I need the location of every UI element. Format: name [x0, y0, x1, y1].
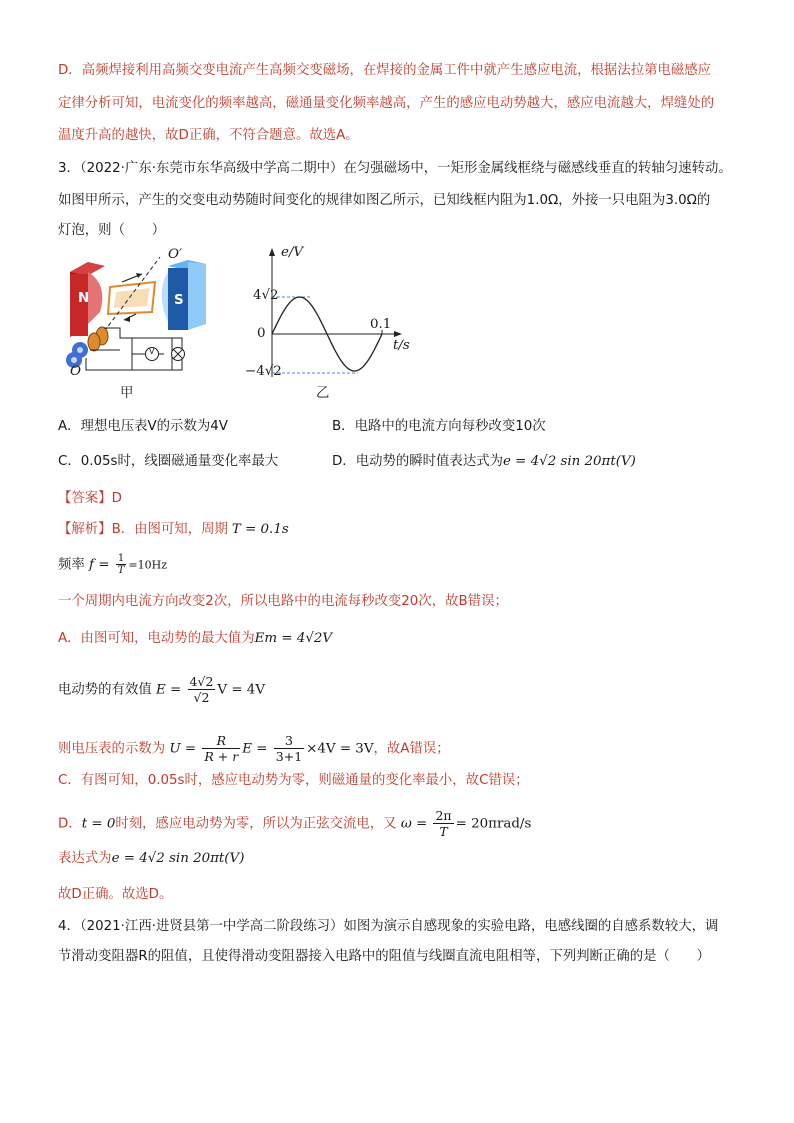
voltmeter-mid: E = [242, 741, 268, 757]
frac-den: 3+1 [275, 749, 303, 764]
question4-line2: 节滑动变阻器R的阻值，且使得滑动变阻器接入电路中的阻值与线圈直流电阻相等，下列判断正确的是（ ） [58, 949, 711, 964]
analysis-a-line1 [58, 630, 332, 648]
voltmeter-tail: ，故A错误； [373, 741, 450, 757]
question3-line3: 灯泡，则（ ） [58, 223, 166, 238]
analysis-d-line2 [58, 850, 244, 868]
analysis-a-text: A．由图可知，电动势的最大值为 [58, 631, 255, 646]
question3-line1: 3．（2022·广东·东莞市东华高级中学高二期中）在匀强磁场中，一矩形金属线框绕与磁感线垂直的转轴匀速转动。 [58, 161, 732, 176]
frac-den: R + r [204, 749, 239, 764]
analysis-b-line1 [58, 521, 289, 539]
frequency-fraction [116, 553, 127, 576]
frac-den: √2 [193, 690, 210, 705]
effective-emf-text: 电动势的有效值 [58, 682, 152, 698]
graph-xlabel: t/s [393, 338, 410, 353]
answer [58, 490, 122, 508]
analysis-b-line2 [58, 553, 167, 576]
analysis-d-line1 [58, 808, 531, 839]
graph-origin: 0 [257, 326, 266, 341]
analysis-c-line: C．有图可知，0.05s时，感应电动势为零，则磁通量的变化率最小，故C错误； [58, 773, 529, 788]
option-a: A．理想电压表V的示数为4V [58, 419, 228, 434]
graph-ylabel: e/V [281, 245, 304, 260]
omega-fraction [433, 808, 453, 839]
t-zero: t = 0 [81, 816, 116, 832]
analysis-d-text: 时刻，感应电动势为零，所以为正弦交流电，又 [115, 816, 397, 832]
option-c: C．0.05s时，线圈磁通量变化率最大 [58, 454, 279, 469]
prev-option-d-line3: 温度升高的越快，故D正确，不符合题意。故选A。 [58, 128, 359, 143]
frac-num: 1 [116, 553, 127, 565]
analysis-b-text: B．由图可知，周期 [111, 522, 228, 537]
prev-option-d-line1: D．高频焊接利用高频交变电流产生高频交变磁场，在焊接的金属工件中就产生感应电流，根据法拉第电磁感应 [58, 63, 712, 78]
answer-value: D [111, 491, 122, 506]
frac-num: R [202, 733, 240, 749]
analysis-a-line3 [58, 733, 450, 764]
expression-text: 表达式为 [58, 851, 112, 866]
caption-yi: 乙 [316, 386, 330, 401]
option-b: B．电路中的电流方向每秒改变10次 [332, 419, 546, 434]
label-n: N [78, 291, 90, 306]
option-d-formula: e = 4√2 sin 20πt(V) [503, 454, 636, 469]
label-o: O [70, 364, 81, 379]
generator-diagram [60, 242, 220, 382]
graph-tick-bottom: −4√2 [245, 364, 282, 379]
effective-emf-fraction [188, 674, 216, 705]
figures [60, 242, 420, 402]
frequency-lhs: f = [89, 557, 110, 573]
graph-tick-x: 0.1 [370, 317, 392, 332]
analysis-label: 【解析】 [58, 522, 112, 537]
question3-line2: 如图甲所示，产生的交变电动势随时间变化的规律如图乙所示，已知线框内阻为1.0Ω，外接一只电阻为3.0Ω的 [58, 193, 711, 208]
frequency-text: 频率 [58, 557, 85, 573]
frac-num: 3 [274, 733, 304, 749]
analysis-d-pre: D． [58, 816, 82, 832]
prev-option-d-line2: 定律分析可知，电流变化的频率越高，磁通量变化频率越高，产生的感应电动势越大，感应电流越大，焊缝处的 [58, 96, 715, 111]
answer-label: 【答案】 [58, 491, 112, 506]
label-voltmeter: V [149, 347, 155, 356]
voltmeter-rhs: ×4V = 3V [306, 741, 374, 757]
omega-lhs: ω = [400, 816, 428, 832]
period-formula: T = 0.1s [231, 522, 289, 537]
expression-formula: e = 4√2 sin 20πt(V) [111, 851, 245, 866]
analysis-a-line2 [58, 674, 265, 705]
emf-max-formula: Em = 4√2V [254, 631, 333, 646]
frequency-rhs: =10Hz [128, 558, 168, 572]
effective-emf-lhs: E = [156, 682, 182, 698]
frac-num: 2π [435, 808, 452, 823]
frac-num: 4√2 [189, 674, 214, 689]
graph-tick-top: 4√2 [253, 288, 279, 303]
analysis-conclusion: 故D正确。故选D。 [58, 887, 173, 902]
option-d [332, 453, 636, 471]
frac-den: T [117, 565, 125, 576]
caption-jia: 甲 [120, 386, 134, 401]
analysis-b-line3: 一个周期内电流方向改变2次，所以电路中的电流每秒改变20次，故B错误； [58, 594, 508, 609]
effective-emf-rhs: V = 4V [217, 682, 265, 698]
voltmeter-fraction-1 [202, 733, 240, 764]
voltmeter-lhs: U = [169, 741, 197, 757]
voltmeter-fraction-2 [274, 733, 304, 764]
voltmeter-text: 则电压表的示数为 [58, 741, 166, 757]
frac-den: T [439, 824, 448, 839]
label-o-prime: O′ [168, 247, 183, 262]
question4-line1: 4．（2021·江西·进贤县第一中学高二阶段练习）如图为演示自感现象的实验电路，电感线圈的自感系数较大，调 [58, 919, 719, 934]
option-d-prefix: D．电动势的瞬时值表达式为 [332, 454, 503, 469]
omega-rhs: = 20πrad/s [455, 816, 532, 832]
label-s: S [174, 293, 184, 308]
